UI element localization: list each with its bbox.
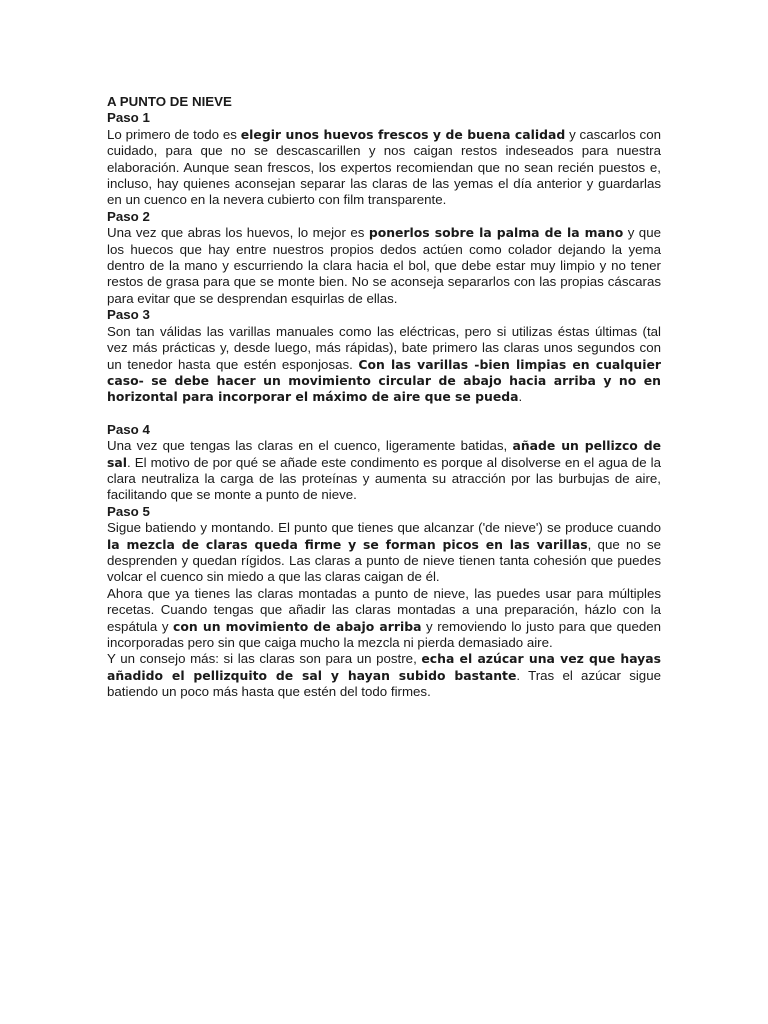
step-paragraph (107, 438, 661, 504)
body-text: Sigue batiendo y montando. El punto que tienes que alcanzar ('de nieve') se produce cuando (107, 520, 661, 536)
body-text: . El motivo de por qué se añade este condimento es porque al disolverse en el agua de la clara neutraliza la carga de las proteínas y aumenta su atracción por las burbujas de aire, facilitando que se monte a punto de nieve. (107, 454, 661, 503)
step-paragraph (107, 586, 661, 652)
body-text: y cascarlos con cuidado, para que no se descascarillen y nos caigan restos indeseados para nuestra elaboración. Aunque sean frescos, los expertos recomiendan que no sean recién puestos e, incluso, hay quienes aconsejan separar las claras de las yemas el día anterior y guardarlas en un cuenco en la nevera cubierto con film transparente. (107, 126, 661, 208)
body-text: , que no se desprenden y quedan rígidos. Las claras a punto de nieve tienen tanta cohesión que puedes volcar el cuenco sin miedo a que las claras caigan de él. (107, 536, 661, 585)
step-heading: Paso 5 (107, 503, 150, 519)
body-text: Una vez que abras los huevos, lo mejor es (107, 225, 369, 241)
step-paragraph (107, 651, 661, 700)
step-paragraph (107, 225, 661, 307)
document-page (107, 94, 661, 701)
step-heading: Paso 1 (107, 110, 150, 126)
step-section (107, 422, 661, 504)
body-text: Y un consejo más: si las claras son para un postre, (107, 651, 422, 667)
body-text: y removiendo lo justo para que queden incorporadas pero sin que caiga mucho la mezcla ni pierda demasiado aire. (107, 618, 662, 650)
step-section (107, 504, 661, 701)
step-heading: Paso 3 (107, 307, 150, 323)
emphasis-text: ponerlos sobre la palma de la mano (368, 225, 624, 241)
step-paragraph (107, 324, 661, 406)
body-text: y que los huecos que hay entre nuestros propios dedos actúen como colador dejando la yema dentro de la mano y escurriendo la clara hacia el bol, que debe estar muy limpio y no tener restos de grasa para que se monte bien. No se aconseja separarlos con las propias cáscaras para evitar que se desprendan esquirlas de ellas. (107, 225, 661, 306)
step-heading: Paso 2 (107, 208, 150, 224)
step-heading: Paso 4 (107, 421, 150, 437)
emphasis-text: con un movimiento de abajo arriba (173, 618, 422, 634)
document-title: A PUNTO DE NIEVE (107, 94, 232, 109)
section-spacer (107, 406, 661, 422)
step-section (107, 110, 661, 208)
steps-container (107, 110, 661, 700)
body-text: Una vez que tengas las claras en el cuenco, ligeramente batidas, (107, 438, 513, 454)
step-paragraph (107, 127, 661, 209)
emphasis-text: Con las varillas -bien limpias en cualquier caso- se debe hacer un movimiento circular de abajo hacia arriba y no en horizontal para incorporar el máximo de aire que se pueda (107, 356, 661, 405)
emphasis-text: la mezcla de claras queda firme y se forman picos en las varillas (107, 536, 588, 552)
emphasis-text: elegir unos huevos frescos y de buena calidad (240, 126, 566, 142)
body-text: . Tras el azúcar sigue batiendo un poco más hasta que estén del todo firmes. (107, 667, 661, 700)
body-text: Son tan válidas las varillas manuales como las eléctricas, pero si utilizas éstas últimas (tal vez más prácticas y, desde luego, más rápidas), bate primero las claras unos segundos con un tenedor hasta que estén esponjosas. (107, 323, 661, 372)
step-paragraph (107, 520, 661, 586)
body-text: Ahora que ya tienes las claras montadas a punto de nieve, las puedes usar para múltiples recetas. Cuando tengas que añadir las claras montadas a una preparación, házlo con la espátula y (107, 585, 661, 634)
emphasis-text: echa el azúcar una vez que hayas añadido el pellizquito de sal y hayan subido bastante (107, 651, 661, 683)
emphasis-text: añade un pellizco de sal (107, 438, 661, 470)
step-section (107, 307, 661, 421)
body-text: Lo primero de todo es (107, 126, 241, 142)
step-section (107, 209, 661, 307)
body-text: . (518, 389, 523, 405)
